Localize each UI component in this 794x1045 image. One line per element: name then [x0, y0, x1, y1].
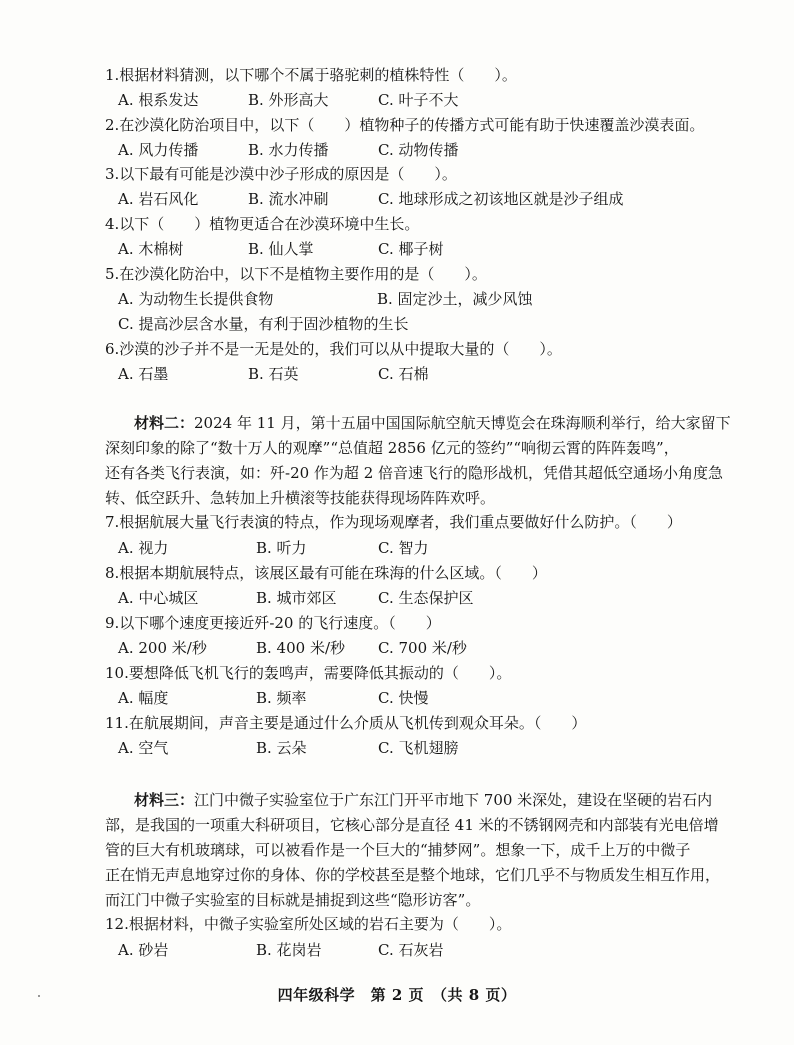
- q7-option-a: A. 视力: [118, 539, 169, 557]
- material-2-text-1: 2024 年 11 月，第十五届中国国际航空航天博览会在珠海顺利举行，给大家留下: [194, 414, 731, 432]
- q6-option-b: B. 石英: [248, 365, 299, 383]
- page-footer: 四年级科学 第 2 页 （共 8 页）: [277, 986, 517, 1004]
- material-3-line-5: 而江门中微子实验室的目标就是捕捉到这些“隐形访客”。: [105, 891, 481, 909]
- material-3-text-1: 江门中微子实验室位于广东江门开平市地下 700 米深处，建设在坚硬的岩石内: [194, 791, 713, 809]
- q12-option-b: B. 花岗岩: [256, 941, 322, 959]
- q4-option-a: A. 木棉树: [118, 240, 184, 258]
- question-12: 12.根据材料，中微子实验室所处区域的岩石主要为（ ）。: [105, 915, 512, 933]
- q2-option-b: B. 水力传播: [248, 141, 329, 159]
- q4-option-c: C. 椰子树: [378, 240, 444, 258]
- q7-option-c: C. 智力: [378, 539, 429, 557]
- q2-option-c: C. 动物传播: [378, 141, 459, 159]
- question-2: 2.在沙漠化防治项目中，以下（ ）植物种子的传播方式可能有助于快速覆盖沙漠表面。: [105, 116, 705, 134]
- question-9: 9.以下哪个速度更接近歼-20 的飞行速度。（ ）: [105, 614, 441, 632]
- q5-option-b: B. 固定沙土，减少风蚀: [377, 290, 533, 308]
- q3-option-c: C. 地球形成之初该地区就是沙子组成: [378, 190, 624, 208]
- question-3: 3.以下最有可能是沙漠中沙子形成的原因是（ ）。: [105, 165, 457, 183]
- scan-speck: [38, 995, 40, 997]
- q12-option-a: A. 砂岩: [118, 941, 169, 959]
- q12-option-c: C. 石灰岩: [378, 941, 444, 959]
- material-3-line-4: 正在悄无声息地穿过你的身体、你的学校甚至是整个地球，它们几乎不与物质发生相互作用，: [105, 866, 721, 884]
- question-1: 1.根据材料猜测，以下哪个不属于骆驼刺的植株特性（ ）。: [105, 66, 517, 84]
- q1-option-b: B. 外形高大: [248, 91, 329, 109]
- q8-option-a: A. 中心城区: [118, 589, 199, 607]
- q3-option-b: B. 流水冲刷: [248, 190, 329, 208]
- q10-option-b: B. 频率: [256, 689, 307, 707]
- q6-option-c: C. 石棉: [378, 365, 429, 383]
- material-3-line-1: [134, 790, 712, 810]
- q3-option-a: A. 岩石风化: [118, 190, 199, 208]
- material-2-line-1: [134, 413, 731, 433]
- q9-option-c: C. 700 米/秒: [378, 639, 467, 657]
- question-11: 11.在航展期间，声音主要是通过什么介质从飞机传到观众耳朵。（ ）: [105, 714, 587, 732]
- q10-option-c: C. 快慢: [378, 689, 429, 707]
- q10-option-a: A. 幅度: [118, 689, 169, 707]
- question-8: 8.根据本期航展特点，该展区最有可能在珠海的什么区域。（ ）: [105, 564, 547, 582]
- material-3-label: 材料三：: [134, 791, 195, 809]
- material-3-line-2: 部，是我国的一项重大科研项目，它核心部分是直径 41 米的不锈钢网壳和内部装有光电倍增: [105, 816, 719, 834]
- material-2-line-3: 还有各类飞行表演，如：歼-20 作为超 2 倍音速飞行的隐形战机，凭借其超低空通场小角度急: [105, 464, 724, 482]
- q1-option-a: A. 根系发达: [118, 91, 199, 109]
- q9-option-b: B. 400 米/秒: [256, 639, 346, 657]
- q9-option-a: A. 200 米/秒: [118, 639, 207, 657]
- q1-option-c: C. 叶子不大: [378, 91, 459, 109]
- material-2-line-2: 深刻印象的除了“数十万人的观摩”“总值超 2856 亿元的签约”“响彻云霄的阵阵轰鸣”，: [105, 439, 679, 457]
- question-5: 5.在沙漠化防治中，以下不是植物主要作用的是（ ）。: [105, 265, 487, 283]
- q7-option-b: B. 听力: [256, 539, 307, 557]
- q2-option-a: A. 风力传播: [118, 141, 199, 159]
- material-3-line-3: 管的巨大有机玻璃球，可以被看作是一个巨大的“捕梦网”。想象一下，成千上万的中微子: [105, 841, 691, 859]
- q6-option-a: A. 石墨: [118, 365, 169, 383]
- q5-option-a: A. 为动物生长提供食物: [118, 290, 274, 308]
- q11-option-b: B. 云朵: [256, 739, 307, 757]
- q8-option-b: B. 城市郊区: [256, 589, 337, 607]
- question-4: 4.以下（ ）植物更适合在沙漠环境中生长。: [105, 215, 420, 233]
- material-2-line-4: 转、低空跃升、急转加上升横滚等技能获得现场阵阵欢呼。: [105, 489, 496, 507]
- q4-option-b: B. 仙人掌: [248, 240, 314, 258]
- q11-option-a: A. 空气: [118, 739, 169, 757]
- question-6: 6.沙漠的沙子并不是一无是处的，我们可以从中提取大量的（ ）。: [105, 340, 562, 358]
- q8-option-c: C. 生态保护区: [378, 589, 474, 607]
- question-7: 7.根据航展大量飞行表演的特点，作为现场观摩者，我们重点要做好什么防护。（ ）: [105, 513, 682, 531]
- q5-option-c: C. 提高沙层含水量，有利于固沙植物的生长: [118, 315, 409, 333]
- q11-option-c: C. 飞机翅膀: [378, 739, 459, 757]
- material-2-label: 材料二：: [134, 414, 195, 432]
- question-10: 10.要想降低飞机飞行的轰鸣声，需要降低其振动的（ ）。: [105, 664, 512, 682]
